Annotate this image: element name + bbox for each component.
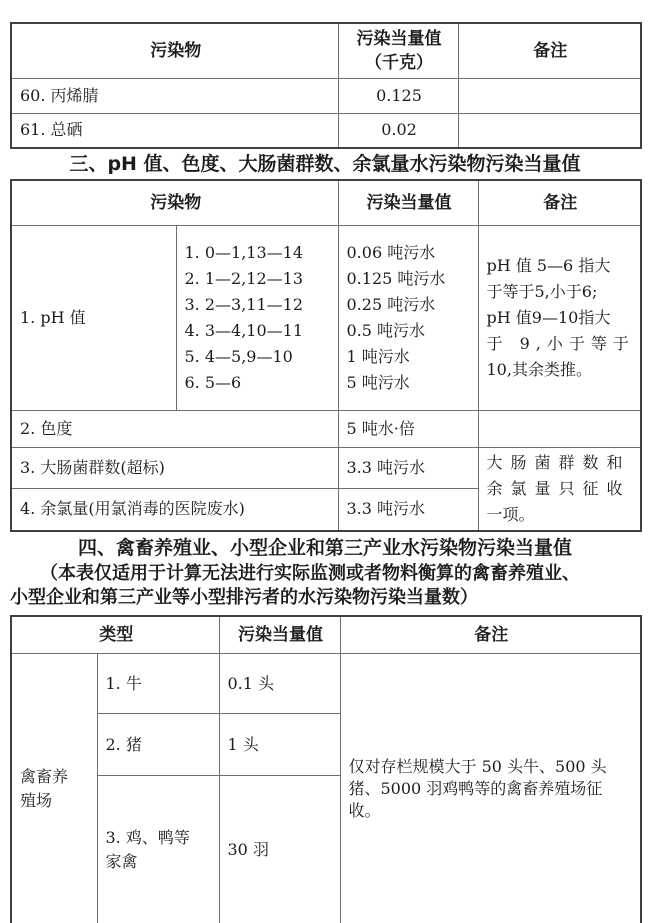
equivalent-value-cell: 1 头 (219, 714, 340, 776)
ph-note-line: 10,其余类推。 (486, 359, 592, 379)
ph-value-line: 1 吨污水 (346, 346, 410, 366)
equivalent-value-cell: 3.3 吨污水 (338, 488, 478, 530)
table-row (11, 447, 641, 488)
pollutant-name-cell: 4. 余氯量(用氯消毒的医院废水) (11, 488, 338, 530)
ph-range-line: 6. 5—6 (184, 372, 242, 392)
table-row (11, 410, 641, 447)
ph-range-line: 2. 1—2,12—13 (184, 268, 304, 288)
type-name-cell: 1. 牛 (97, 654, 219, 714)
section-3-heading: 三、pH 值、色度、大肠菌群数、余氯量水污染物污染当量值 (69, 153, 581, 175)
pollutant-name-cell: 1. pH 值 (11, 225, 176, 410)
pollutant-name-cell: 2. 色度 (11, 410, 338, 447)
t1-header-value-line1: 污染当量值 (356, 28, 442, 49)
t3-header-type: 类型 (11, 616, 219, 654)
t1-header-value-line2: （千克） (365, 52, 433, 73)
equivalent-value-cell: 3.3 吨污水 (338, 447, 478, 488)
equivalent-value-cell: 5 吨水·倍 (338, 410, 478, 447)
note-cell (458, 78, 641, 113)
pollutant-name-cell: 60. 丙烯腈 (11, 78, 338, 113)
section-4-note-line1: （本表仅适用于计算无法进行实际监测或者物料衡算的禽畜养殖业、 (40, 562, 580, 584)
equivalent-value-cell: 0.02 (338, 113, 458, 148)
ph-range-line: 5. 4—5,9—10 (184, 346, 293, 366)
type-name-cell: 2. 猪 (97, 714, 219, 776)
equivalent-value-cell: 30 羽 (219, 776, 340, 923)
table-header-row (11, 23, 641, 78)
section-4-note (10, 562, 640, 610)
table-header-row (11, 180, 641, 225)
ph-value-line: 5 吨污水 (346, 372, 410, 392)
t2-header-pollutant: 污染物 (11, 180, 338, 225)
merged-note-cell (478, 447, 641, 531)
ph-note-cell (478, 225, 641, 410)
ph-note-line: pH 值 5—6 指大 (486, 255, 611, 275)
t1-header-pollutant: 污染物 (11, 23, 338, 78)
ph-value-line: 0.5 吨污水 (346, 320, 426, 340)
t2-header-value: 污染当量值 (338, 180, 478, 225)
pollutant-name-cell: 61. 总硒 (11, 113, 338, 148)
t1-header-value (338, 23, 458, 78)
ph-range-line: 1. 0—1,13—14 (184, 242, 304, 262)
section-4-note-line2: 小型企业和第三产业等小型排污者的水污染物污染当量数） (10, 586, 478, 608)
ph-value-line: 0.06 吨污水 (346, 242, 436, 262)
pollutant-name-cell: 3. 大肠菌群数(超标) (11, 447, 338, 488)
equivalent-value-cell: 0.125 (338, 78, 458, 113)
livestock-group-cell (11, 654, 97, 923)
t2-header-note: 备注 (478, 180, 641, 225)
livestock-group-label: 禽畜养殖场 (20, 767, 69, 811)
pollutant-kg-table (10, 22, 642, 149)
merged-note-line: 一项。 (486, 504, 535, 524)
t3-header-value: 污染当量值 (219, 616, 340, 654)
ph-chroma-table (10, 179, 642, 532)
livestock-note-cell: 仅对存栏规模大于 50 头牛、500 头猪、5000 羽鸡鸭等的禽畜养殖场征收。 (340, 654, 641, 923)
ph-note-line: pH 值9—10指大 (486, 307, 611, 327)
ph-range-cell (176, 225, 338, 410)
merged-note-line: 大肠菌群数和 (486, 452, 631, 472)
ph-note-line: 于 9,小于等于 (486, 333, 635, 353)
table-row-ph (11, 225, 641, 410)
ph-value-line: 0.25 吨污水 (346, 294, 436, 314)
ph-value-cell (338, 225, 478, 410)
equivalent-value-cell: 0.1 头 (219, 654, 340, 714)
livestock-table (10, 615, 642, 923)
t1-header-note: 备注 (458, 23, 641, 78)
ph-value-line: 0.125 吨污水 (346, 268, 446, 288)
t3-header-note: 备注 (340, 616, 641, 654)
table-row (11, 113, 641, 148)
type-name-text: 3. 鸡、鸭等家禽 (105, 828, 190, 872)
table-row (11, 654, 641, 714)
ph-range-line: 4. 3—4,10—11 (184, 320, 304, 340)
ph-note-line: 于等于5,小于6; (486, 281, 598, 301)
merged-note-line: 余氯量只征收 (486, 478, 631, 498)
section-4-heading: 四、禽畜养殖业、小型企业和第三产业水污染物污染当量值 (77, 536, 572, 559)
note-cell (478, 410, 641, 447)
table-row (11, 78, 641, 113)
note-cell (458, 113, 641, 148)
type-name-cell (97, 776, 219, 923)
ph-range-line: 3. 2—3,11—12 (184, 294, 304, 314)
table-header-row (11, 616, 641, 654)
